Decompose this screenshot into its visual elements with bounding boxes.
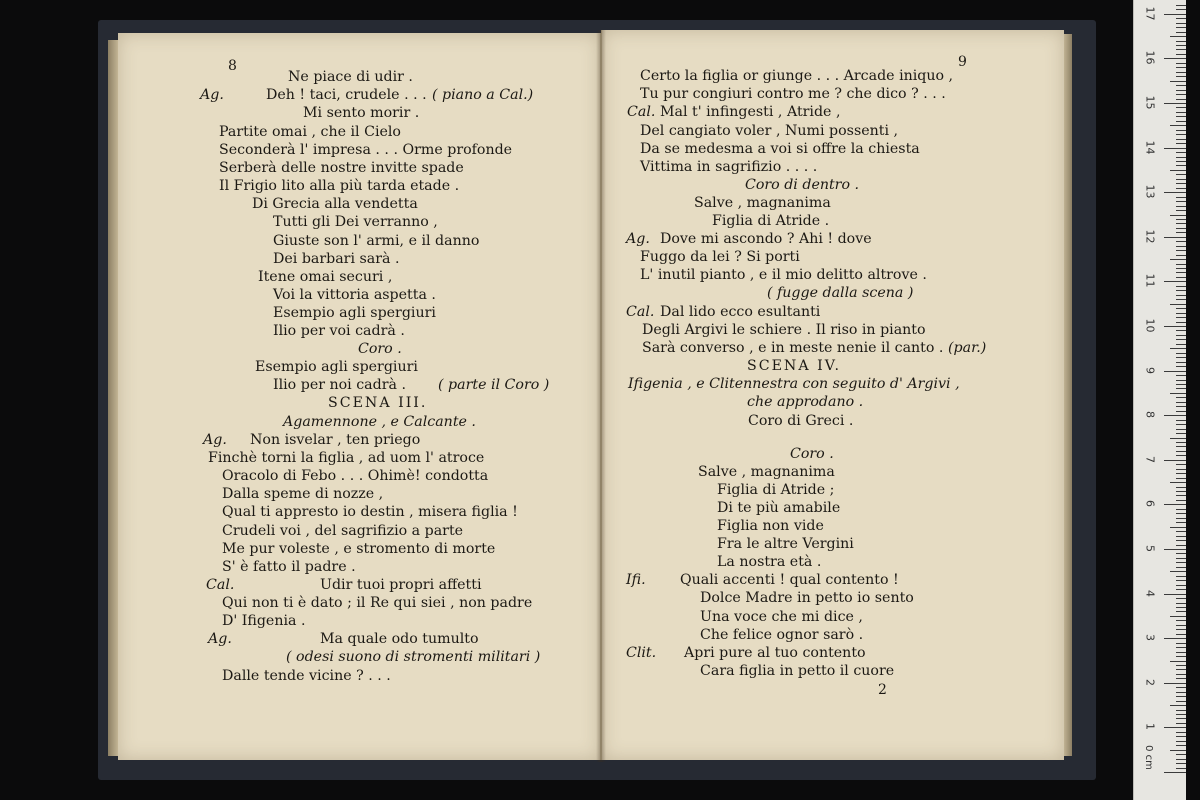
- ruler-tick: [1176, 411, 1186, 412]
- ruler-tick: [1176, 718, 1186, 719]
- ruler-tick: [1164, 772, 1186, 773]
- right-text-line: Dove mi ascondo ? Ahi ! dove: [660, 231, 872, 247]
- ruler-tick: [1170, 125, 1186, 126]
- ruler-number: 6: [1143, 500, 1157, 508]
- left-text-line: Qual ti appresto io destin , misera figlia !: [222, 504, 518, 520]
- right-text-line: Coro di dentro .: [745, 177, 860, 193]
- ruler-tick: [1176, 745, 1186, 746]
- right-text-line: Certo la figlia or giunge . . . Arcade iniquo ,: [640, 68, 954, 84]
- ruler-tick: [1176, 576, 1186, 577]
- ruler-tick: [1164, 504, 1186, 505]
- left-text-line: Di Grecia alla vendetta: [252, 196, 418, 212]
- ruler-tick: [1176, 344, 1186, 345]
- ruler-tick: [1176, 696, 1186, 697]
- ruler-tick: [1176, 121, 1186, 122]
- ruler-tick: [1176, 509, 1186, 510]
- ruler-tick: [1176, 692, 1186, 693]
- ruler-tick: [1170, 170, 1186, 171]
- ruler-tick: [1176, 143, 1186, 144]
- left-text-line: D' Ifigenia .: [222, 613, 306, 629]
- ruler-tick: [1176, 536, 1186, 537]
- ruler-tick: [1170, 259, 1186, 260]
- left-page-number: 8: [228, 58, 237, 74]
- left-text-line: Ilio per noi cadrà .: [273, 377, 406, 393]
- left-text-line: Agamennone , e Calcante .: [283, 414, 476, 430]
- ruler-tick: [1170, 705, 1186, 706]
- ruler-tick: [1176, 375, 1186, 376]
- ruler-tick: [1164, 14, 1186, 15]
- ruler-tick: [1170, 616, 1186, 617]
- ruler-tick: [1176, 63, 1186, 64]
- speaker-ag: Ag.: [208, 631, 232, 647]
- ruler-tick: [1176, 27, 1186, 28]
- ruler-tick: [1176, 255, 1186, 256]
- left-text-line: Giuste son l' armi, e il danno: [273, 233, 480, 249]
- ruler-tick: [1164, 549, 1186, 550]
- ruler-tick: [1176, 54, 1186, 55]
- ruler-tick: [1176, 402, 1186, 403]
- left-text-line: Esempio agli spergiuri: [273, 305, 436, 321]
- ruler-tick: [1176, 603, 1186, 604]
- ruler-number: 9: [1143, 366, 1157, 374]
- ruler-tick: [1176, 531, 1186, 532]
- right-page: [601, 30, 1064, 760]
- right-text-line: Che felice ognor sarò .: [700, 627, 864, 643]
- ruler-number: 16: [1143, 50, 1157, 65]
- ruler-unit-label: 0 cm: [1142, 745, 1154, 770]
- left-text-line: Tutti gli Dei verranno ,: [273, 214, 438, 230]
- right-text-line: Quali accenti ! qual contento !: [680, 572, 899, 588]
- ruler-tick: [1176, 161, 1186, 162]
- speaker-ifi: Ifi.: [626, 572, 646, 588]
- ruler-number: 5: [1143, 545, 1157, 552]
- ruler-tick: [1176, 5, 1186, 6]
- left-text-line: Ne piace di udir .: [288, 69, 413, 85]
- ruler-tick: [1176, 366, 1186, 367]
- left-text-line: Ma quale odo tumulto: [320, 631, 479, 647]
- ruler-tick: [1176, 732, 1186, 733]
- ruler-tick: [1176, 107, 1186, 108]
- left-text-line: Dalla speme di nozze ,: [222, 486, 384, 502]
- ruler-tick: [1176, 478, 1186, 479]
- ruler-tick: [1176, 522, 1186, 523]
- ruler-tick: [1176, 49, 1186, 50]
- ruler-tick: [1176, 620, 1186, 621]
- ruler-tick: [1176, 357, 1186, 358]
- ruler-tick: [1176, 647, 1186, 648]
- ruler-tick: [1176, 18, 1186, 19]
- ruler-number: 13: [1143, 184, 1157, 199]
- ruler-tick: [1170, 348, 1186, 349]
- speaker-cal: Cal.: [627, 104, 656, 120]
- ruler-tick: [1176, 23, 1186, 24]
- ruler-tick: [1176, 455, 1186, 456]
- ruler-number: 15: [1143, 95, 1157, 110]
- left-text-line: S' è fatto il padre .: [222, 559, 356, 575]
- right-text-line: Salve , magnanima: [694, 195, 831, 211]
- ruler-tick: [1176, 429, 1186, 430]
- ruler-tick: [1176, 94, 1186, 95]
- right-text-line: Da se medesma a voi si offre la chiesta: [640, 141, 920, 157]
- ruler-tick: [1176, 264, 1186, 265]
- ruler-tick: [1176, 424, 1186, 425]
- ruler-tick: [1176, 179, 1186, 180]
- ruler-tick: [1176, 134, 1186, 135]
- ruler-tick: [1164, 326, 1186, 327]
- ruler-tick: [1176, 241, 1186, 242]
- ruler-tick: [1164, 192, 1186, 193]
- ruler-tick: [1176, 652, 1186, 653]
- right-stage-direction: (par.): [948, 340, 987, 356]
- ruler-tick: [1176, 174, 1186, 175]
- right-text-line: Mal t' infingesti , Atride ,: [660, 104, 841, 120]
- right-text-line: Figlia non vide: [717, 518, 824, 534]
- right-text-line: SCENA IV.: [747, 358, 841, 374]
- ruler-tick: [1176, 473, 1186, 474]
- ruler-tick: [1176, 518, 1186, 519]
- ruler-tick: [1176, 598, 1186, 599]
- ruler-tick: [1176, 754, 1186, 755]
- ruler-number: 8: [1143, 411, 1157, 419]
- ruler-tick: [1170, 482, 1186, 483]
- left-text-line: Coro .: [358, 341, 402, 357]
- ruler-tick: [1176, 741, 1186, 742]
- ruler-tick: [1170, 304, 1186, 305]
- left-text-line: Dalle tende vicine ? . . .: [222, 668, 391, 684]
- left-text-line: Mi sento morir .: [303, 105, 420, 121]
- ruler-tick: [1170, 215, 1186, 216]
- ruler-tick: [1176, 687, 1186, 688]
- ruler-tick: [1176, 116, 1186, 117]
- ruler-tick: [1164, 594, 1186, 595]
- ruler-tick: [1176, 219, 1186, 220]
- left-text-line: Dei barbari sarà .: [273, 251, 400, 267]
- ruler-tick: [1176, 339, 1186, 340]
- ruler-tick: [1176, 139, 1186, 140]
- ruler-tick: [1176, 335, 1186, 336]
- ruler-tick: [1170, 438, 1186, 439]
- ruler-tick: [1176, 567, 1186, 568]
- left-text-line: Finchè torni la figlia , ad uom l' atroce: [208, 450, 485, 466]
- ruler-tick: [1176, 397, 1186, 398]
- ruler-tick: [1176, 286, 1186, 287]
- ruler-tick: [1164, 281, 1186, 282]
- right-text-line: La nostra età .: [717, 554, 822, 570]
- left-text-line: Esempio agli spergiuri: [255, 359, 418, 375]
- measuring-ruler: [1133, 0, 1186, 800]
- left-text-line: Deh ! taci, crudele . . .: [266, 87, 427, 103]
- ruler-tick: [1176, 90, 1186, 91]
- right-text-line: Vittima in sagrifizio . . . .: [640, 159, 818, 175]
- ruler-tick: [1164, 415, 1186, 416]
- ruler-number: 2: [1143, 678, 1157, 686]
- ruler-tick: [1176, 723, 1186, 724]
- left-page: [118, 33, 601, 760]
- speaker-ag: Ag.: [203, 432, 227, 448]
- ruler-tick: [1176, 451, 1186, 452]
- ruler-tick: [1176, 308, 1186, 309]
- ruler-tick: [1176, 487, 1186, 488]
- ruler-tick: [1176, 76, 1186, 77]
- ruler-tick: [1176, 442, 1186, 443]
- ruler-tick: [1176, 634, 1186, 635]
- ruler-number: 10: [1143, 318, 1157, 333]
- ruler-tick: [1176, 353, 1186, 354]
- right-text-line: Di te più amabile: [717, 500, 841, 516]
- ruler-tick: [1176, 130, 1186, 131]
- ruler-tick: [1176, 433, 1186, 434]
- ruler-tick: [1164, 237, 1186, 238]
- ruler-tick: [1176, 362, 1186, 363]
- ruler-tick: [1170, 36, 1186, 37]
- ruler-tick: [1176, 157, 1186, 158]
- ruler-tick: [1176, 759, 1186, 760]
- right-text-line: Fuggo da lei ? Si porti: [640, 249, 800, 265]
- ruler-tick: [1176, 656, 1186, 657]
- signature-mark: 2: [878, 682, 887, 698]
- speaker-cal: Cal.: [206, 577, 235, 593]
- book-gutter: [596, 30, 606, 762]
- right-text-line: Figlia di Atride ;: [717, 482, 835, 498]
- right-text-line: Dal lido ecco esultanti: [660, 304, 821, 320]
- ruler-tick: [1176, 558, 1186, 559]
- ruler-tick: [1170, 571, 1186, 572]
- ruler-tick: [1176, 295, 1186, 296]
- left-text-line: Partite omai , che il Cielo: [219, 124, 401, 140]
- ruler-tick: [1164, 148, 1186, 149]
- left-text-line: Oracolo di Febo . . . Ohimè! condotta: [222, 468, 489, 484]
- left-text-line: Itene omai securi ,: [258, 269, 393, 285]
- ruler-tick: [1176, 45, 1186, 46]
- ruler-tick: [1176, 268, 1186, 269]
- ruler-tick: [1176, 67, 1186, 68]
- ruler-tick: [1176, 41, 1186, 42]
- speaker-ag: Ag.: [626, 231, 650, 247]
- left-text-line: Serberà delle nostre invitte spade: [219, 160, 464, 176]
- ruler-tick: [1176, 9, 1186, 10]
- right-text-line: Degli Argivi le schiere . Il riso in pianto: [642, 322, 926, 338]
- ruler-tick: [1176, 330, 1186, 331]
- ruler-tick: [1170, 81, 1186, 82]
- ruler-tick: [1176, 317, 1186, 318]
- ruler-tick: [1164, 638, 1186, 639]
- ruler-tick: [1176, 469, 1186, 470]
- ruler-tick: [1176, 669, 1186, 670]
- speaker-ag: Ag.: [200, 87, 224, 103]
- right-text-line: Del cangiato voler , Numi possenti ,: [640, 123, 899, 139]
- ruler-tick: [1176, 495, 1186, 496]
- right-text-line: Cara figlia in petto il cuore: [700, 663, 895, 679]
- left-text-line: Non isvelar , ten priego: [250, 432, 421, 448]
- left-text-line: SCENA III.: [328, 395, 428, 411]
- ruler-tick: [1176, 223, 1186, 224]
- ruler-tick: [1176, 188, 1186, 189]
- right-page-number: 9: [958, 54, 967, 70]
- ruler-tick: [1176, 714, 1186, 715]
- ruler-tick: [1176, 272, 1186, 273]
- ruler-tick: [1176, 701, 1186, 702]
- right-text-line: Fra le altre Vergini: [717, 536, 854, 552]
- ruler-tick: [1164, 727, 1186, 728]
- ruler-tick: [1176, 625, 1186, 626]
- ruler-tick: [1176, 491, 1186, 492]
- ruler-tick: [1176, 580, 1186, 581]
- ruler-tick: [1176, 99, 1186, 100]
- ruler-tick: [1164, 371, 1186, 372]
- ruler-tick: [1176, 545, 1186, 546]
- ruler-tick: [1176, 629, 1186, 630]
- right-text-line: Ifigenia , e Clitennestra con seguito d' Argivi ,: [628, 376, 960, 392]
- ruler-tick: [1176, 232, 1186, 233]
- ruler-tick: [1176, 553, 1186, 554]
- ruler-tick: [1176, 201, 1186, 202]
- ruler-tick: [1176, 32, 1186, 33]
- ruler-tick: [1176, 607, 1186, 608]
- ruler-tick: [1176, 277, 1186, 278]
- ruler-tick: [1176, 589, 1186, 590]
- ruler-tick: [1176, 406, 1186, 407]
- ruler-number: 4: [1143, 589, 1157, 597]
- right-text-line: Tu pur congiuri contro me ? che dico ? . . .: [640, 86, 946, 102]
- ruler-tick: [1176, 446, 1186, 447]
- left-text-line: Voi la vittoria aspetta .: [273, 287, 436, 303]
- ruler-tick: [1164, 683, 1186, 684]
- right-stage-direction: ( fugge dalla scena ): [767, 285, 914, 301]
- ruler-tick: [1170, 661, 1186, 662]
- left-text-line: Me pur voleste , e stromento di morte: [222, 541, 496, 557]
- ruler-tick: [1164, 58, 1186, 59]
- right-text-line: Una voce che mi dice ,: [700, 609, 863, 625]
- left-stage-direction: ( parte il Coro ): [438, 377, 550, 393]
- ruler-tick: [1176, 112, 1186, 113]
- ruler-tick: [1176, 165, 1186, 166]
- ruler-tick: [1176, 736, 1186, 737]
- left-text-line: Seconderà l' impresa . . . Orme profonde: [219, 142, 513, 158]
- right-text-line: Salve , magnanima: [698, 464, 835, 480]
- ruler-tick: [1176, 380, 1186, 381]
- ruler-tick: [1176, 388, 1186, 389]
- right-text-line: L' inutil pianto , e il mio delitto altrove .: [640, 267, 927, 283]
- ruler-number: 11: [1143, 273, 1157, 288]
- ruler-tick: [1176, 152, 1186, 153]
- left-text-line: Udir tuoi propri affetti: [320, 577, 482, 593]
- left-text-line: Crudeli voi , del sagrifizio a parte: [222, 523, 464, 539]
- ruler-tick: [1176, 250, 1186, 251]
- ruler-tick: [1176, 763, 1186, 764]
- ruler-tick: [1176, 384, 1186, 385]
- ruler-number: 14: [1143, 140, 1157, 155]
- ruler-tick: [1170, 393, 1186, 394]
- ruler-tick: [1170, 527, 1186, 528]
- ruler-tick: [1176, 643, 1186, 644]
- right-text-line: Dolce Madre in petto io sento: [700, 590, 914, 606]
- left-stage-direction: ( piano a Cal.): [432, 87, 534, 103]
- left-text-line: Ilio per voi cadrà .: [273, 323, 405, 339]
- speaker-clit: Clit.: [626, 645, 657, 661]
- left-text-line: Qui non ti è dato ; il Re qui siei , non padre: [222, 595, 533, 611]
- ruler-tick: [1164, 460, 1186, 461]
- ruler-number: 7: [1143, 455, 1157, 463]
- right-text-line: Sarà converso , e in meste nenie il canto .: [642, 340, 944, 356]
- left-text-line: Il Frigio lito alla più tarda etade .: [219, 178, 460, 194]
- ruler-tick: [1176, 197, 1186, 198]
- ruler-tick: [1176, 665, 1186, 666]
- ruler-number: 17: [1143, 6, 1157, 21]
- ruler-tick: [1176, 710, 1186, 711]
- ruler-tick: [1176, 513, 1186, 514]
- right-text-line: Figlia di Atride .: [712, 213, 830, 229]
- right-text-line: Coro .: [790, 446, 834, 462]
- ruler-tick: [1176, 290, 1186, 291]
- ruler-tick: [1176, 72, 1186, 73]
- ruler-tick: [1176, 768, 1186, 769]
- right-text-line: che approdano .: [747, 394, 864, 410]
- ruler-tick: [1176, 299, 1186, 300]
- speaker-cal: Cal.: [626, 304, 655, 320]
- ruler-tick: [1176, 674, 1186, 675]
- ruler-tick: [1176, 540, 1186, 541]
- ruler-tick: [1176, 85, 1186, 86]
- right-text-line: Apri pure al tuo contento: [684, 645, 866, 661]
- ruler-tick: [1176, 206, 1186, 207]
- ruler-tick: [1176, 678, 1186, 679]
- ruler-tick: [1176, 464, 1186, 465]
- ruler-number: 3: [1143, 634, 1157, 642]
- right-text-line: Coro di Greci .: [748, 413, 854, 429]
- ruler-tick: [1176, 562, 1186, 563]
- ruler-tick: [1176, 210, 1186, 211]
- left-stage-direction: ( odesi suono di stromenti militari ): [286, 649, 541, 665]
- ruler-tick: [1164, 103, 1186, 104]
- ruler-tick: [1176, 500, 1186, 501]
- ruler-tick: [1176, 322, 1186, 323]
- ruler-number: 1: [1143, 723, 1157, 731]
- ruler-tick: [1176, 246, 1186, 247]
- ruler-tick: [1176, 313, 1186, 314]
- ruler-tick: [1176, 183, 1186, 184]
- ruler-number: 12: [1143, 229, 1157, 244]
- ruler-tick: [1170, 750, 1186, 751]
- ruler-tick: [1176, 585, 1186, 586]
- ruler-tick: [1176, 611, 1186, 612]
- ruler-tick: [1176, 228, 1186, 229]
- ruler-tick: [1176, 420, 1186, 421]
